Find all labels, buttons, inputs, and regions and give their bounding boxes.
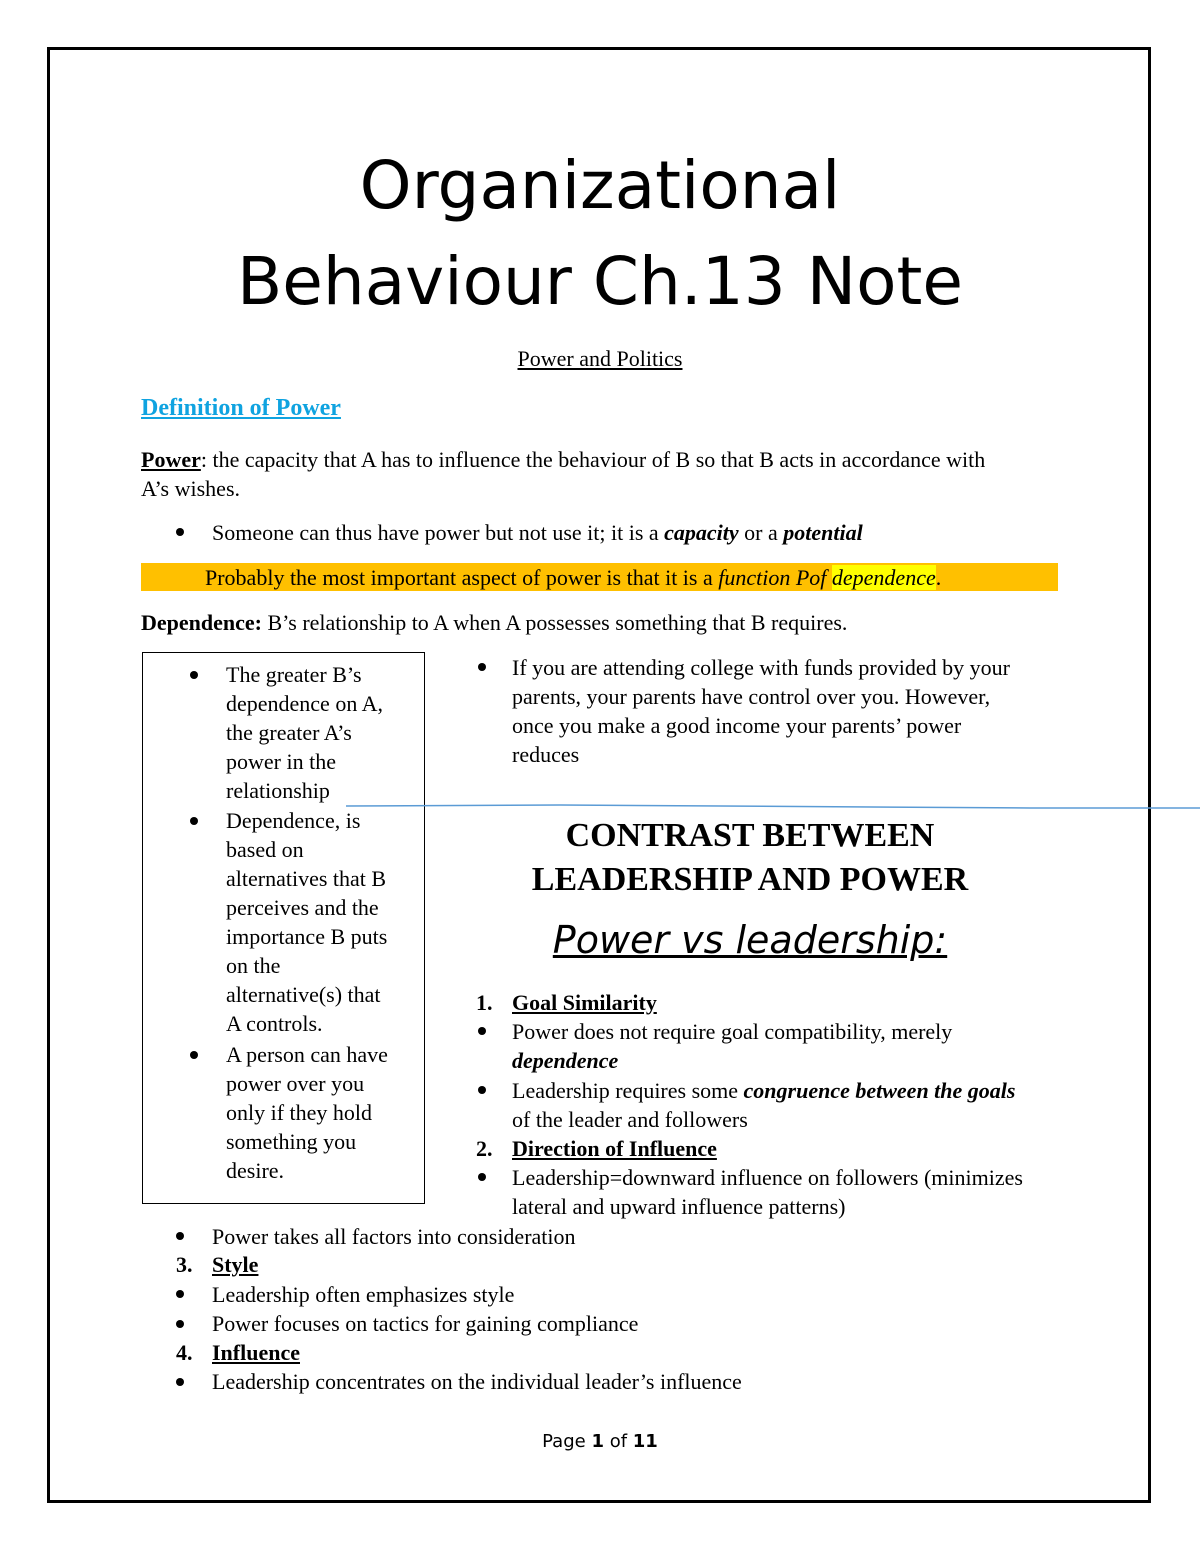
box-bullet-line: based on bbox=[226, 837, 304, 862]
goal-bullet-2: Leadership requires some congruence between the goals of the leader and followers bbox=[512, 1078, 1016, 1132]
bullet-dot bbox=[176, 1378, 184, 1386]
box-bullet-line: power over you bbox=[226, 1071, 365, 1096]
item-number-1: 1. bbox=[476, 990, 493, 1015]
box-bullet-line: desire. bbox=[226, 1158, 285, 1183]
bullet-dot bbox=[478, 1173, 486, 1181]
item-number-2: 2. bbox=[476, 1136, 493, 1161]
item-number-3: 3. bbox=[176, 1252, 193, 1277]
influence-bullet-1: Leadership concentrates on the individual leader’s influence bbox=[212, 1369, 742, 1394]
box-bullet-line: only if they hold bbox=[226, 1100, 373, 1125]
box-bullet-line: relationship bbox=[226, 778, 330, 803]
box-bullet-line: importance B puts bbox=[226, 924, 388, 949]
subtitle: Power and Politics bbox=[517, 346, 683, 371]
direction-bullet-1: Leadership=downward influence on followers (minimizes lateral and upward influence patterns) bbox=[512, 1165, 1023, 1219]
box-bullet-line: dependence on A, bbox=[226, 691, 383, 716]
direction-bullet-2: Power takes all factors into consideration bbox=[212, 1224, 576, 1249]
dependence-definition: Dependence: B’s relationship to A when A possesses something that B requires. bbox=[141, 610, 848, 635]
box-bullet-line: power in the bbox=[226, 749, 336, 774]
right-bullet-line: parents, your parents have control over you. However, bbox=[512, 684, 991, 709]
contrast-heading: CONTRAST BETWEEN LEADERSHIP AND POWER bbox=[531, 817, 969, 898]
bullet-dot bbox=[478, 1086, 486, 1094]
bullet-dot bbox=[176, 1232, 184, 1240]
box-bullet-line: alternative(s) that bbox=[226, 982, 381, 1007]
box-bullet-line: alternatives that B bbox=[226, 866, 387, 891]
dependence-highlight: Probably the most important aspect of power is that it is a function Pof dependence. bbox=[205, 565, 942, 590]
page-footer: Page 1 of 11 bbox=[542, 1431, 658, 1452]
box-bullet-line: Dependence, is bbox=[226, 808, 361, 833]
power-def-line1: : the capacity that A has to influence the behaviour of B so that B acts in accordance with bbox=[200, 447, 986, 472]
influence-heading: Influence bbox=[212, 1340, 300, 1365]
power-def-line2: A’s wishes. bbox=[141, 476, 241, 501]
bullet-dot bbox=[176, 1320, 184, 1328]
right-bullet-line: once you make a good income your parents’ power bbox=[512, 713, 962, 738]
goal-bullet-1: Power does not require goal compatibility, merely dependence bbox=[512, 1019, 953, 1073]
box-bullet-line: on the bbox=[226, 953, 281, 978]
box-bullet-line: The greater B’s bbox=[226, 662, 362, 687]
right-bullet-line: If you are attending college with funds provided by your bbox=[512, 655, 1010, 680]
box-bullet-line: A controls. bbox=[226, 1011, 323, 1036]
direction-heading: Direction of Influence bbox=[512, 1136, 717, 1161]
box-bullet-line: the greater A’s bbox=[226, 720, 352, 745]
section-heading: Definition of Power bbox=[141, 395, 341, 421]
goal-similarity-heading: Goal Similarity bbox=[512, 990, 657, 1015]
power-vs-leadership-heading: Power vs leadership: bbox=[552, 918, 948, 962]
style-heading: Style bbox=[212, 1252, 259, 1277]
box-bullet-line: A person can have bbox=[226, 1042, 388, 1067]
item-number-4: 4. bbox=[176, 1340, 193, 1365]
style-bullet-2: Power focuses on tactics for gaining compliance bbox=[212, 1311, 639, 1336]
box-bullet-line: perceives and the bbox=[226, 895, 379, 920]
box-bullet-line: something you bbox=[226, 1129, 357, 1154]
bullet-dot bbox=[478, 1027, 486, 1035]
title-line-1: Organizational bbox=[359, 147, 841, 224]
bullet-dot bbox=[176, 1290, 184, 1298]
style-bullet-1: Leadership often emphasizes style bbox=[212, 1282, 515, 1307]
capacity-bullet: Someone can thus have power but not use it; it is a capacity or a potential bbox=[212, 520, 863, 545]
right-bullet-line: reduces bbox=[512, 742, 580, 767]
title-line-2: Behaviour Ch.13 Note bbox=[237, 243, 963, 320]
power-term: Power bbox=[141, 447, 201, 472]
